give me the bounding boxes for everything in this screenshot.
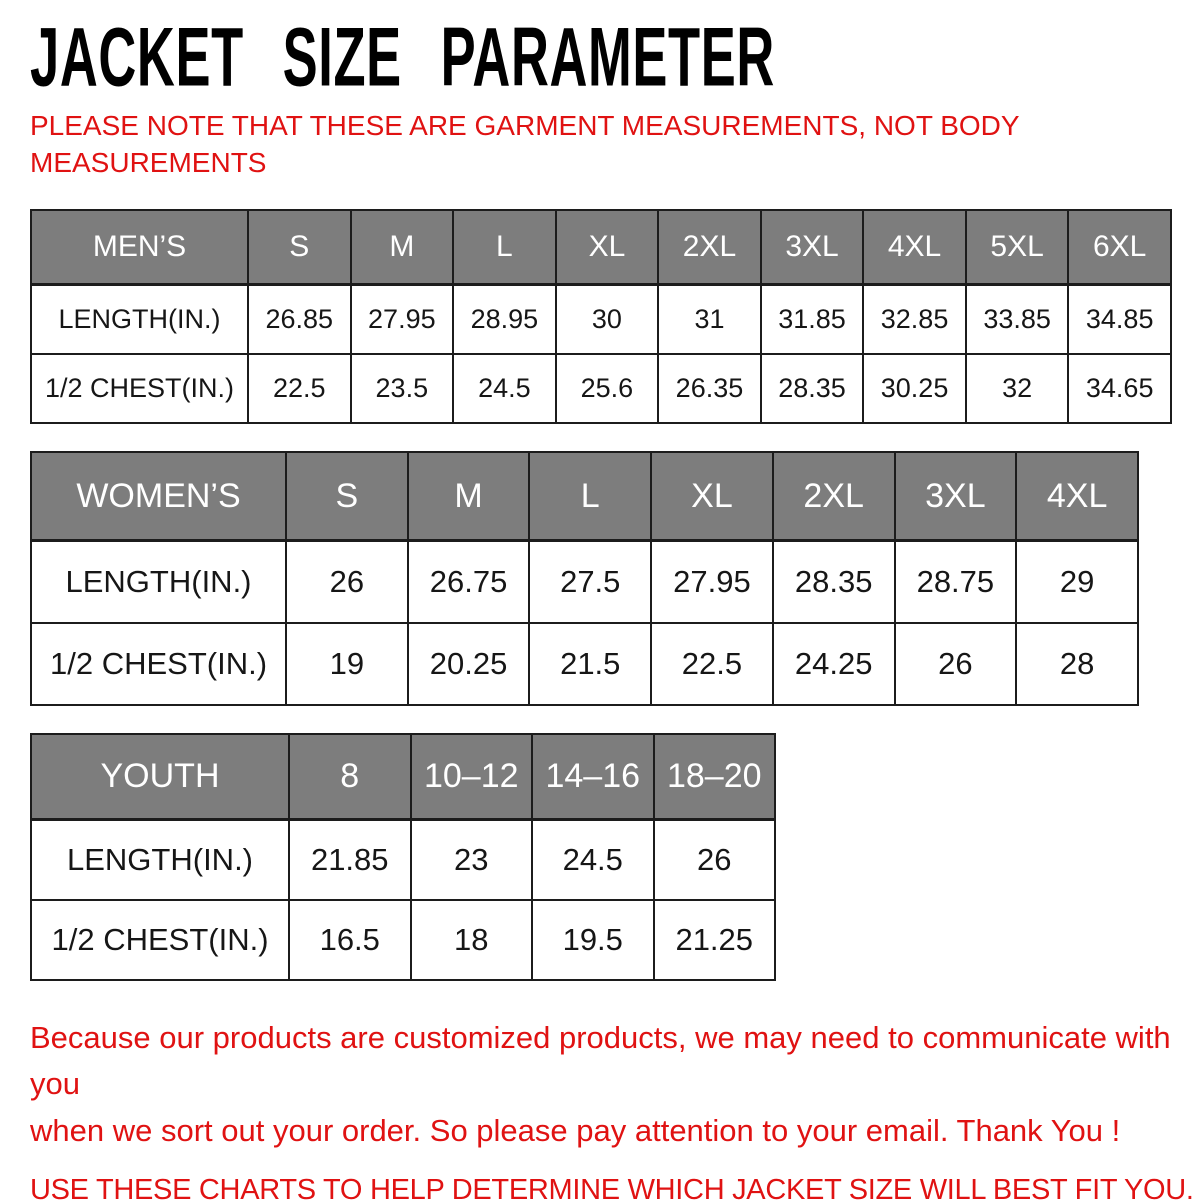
size-value-cell: 30 [556, 285, 659, 354]
size-column-header: L [453, 210, 556, 285]
size-column-header: S [286, 452, 408, 541]
size-value-cell: 19 [286, 623, 408, 705]
womens-chest-row [31, 623, 1138, 705]
size-column-header: M [351, 210, 454, 285]
size-value-cell: 28.35 [773, 541, 895, 623]
size-column-header: XL [556, 210, 659, 285]
size-column-header: M [408, 452, 530, 541]
size-column-header: 4XL [1016, 452, 1138, 541]
size-value-cell: 28.95 [453, 285, 556, 354]
size-value-cell: 29 [1016, 541, 1138, 623]
customization-notice-line-2: when we sort out your order. So please pay attention to your email. Thank You ! [30, 1112, 1121, 1148]
size-value-cell: 31 [658, 285, 761, 354]
size-value-cell: 21.5 [529, 623, 651, 705]
size-column-header: 4XL [863, 210, 966, 285]
size-value-cell: 26 [654, 820, 776, 900]
size-value-cell: 26 [895, 623, 1017, 705]
size-column-header: XL [651, 452, 773, 541]
mens-header-row [31, 210, 1171, 285]
youth-table-title-cell: YOUTH [31, 734, 289, 820]
mens-size-table [30, 209, 1172, 424]
measurement-label: LENGTH(IN.) [31, 820, 289, 900]
size-column-header: 6XL [1068, 210, 1171, 285]
size-value-cell: 22.5 [651, 623, 773, 705]
size-value-cell: 28.75 [895, 541, 1017, 623]
size-column-header: S [248, 210, 351, 285]
womens-table-title-cell: WOMEN’S [31, 452, 286, 541]
measurement-label: 1/2 CHEST(IN.) [31, 900, 289, 980]
womens-size-table [30, 451, 1139, 706]
size-value-cell: 19.5 [532, 900, 654, 980]
youth-length-row [31, 820, 775, 900]
garment-note-line-2: MEASUREMENTS [30, 146, 267, 178]
mens-table-title-cell: MEN’S [31, 210, 248, 285]
youth-size-table [30, 733, 776, 981]
size-value-cell: 24.25 [773, 623, 895, 705]
size-column-header: L [529, 452, 651, 541]
size-value-cell: 25.6 [556, 354, 659, 423]
size-value-cell: 32.85 [863, 285, 966, 354]
page-title [30, 10, 1200, 104]
size-value-cell: 28.35 [761, 354, 864, 423]
size-value-cell: 34.85 [1068, 285, 1171, 354]
fit-guidance-note: USE THESE CHARTS TO HELP DETERMINE WHICH JACKET SIZE WILL BEST FIT YOU. [30, 1174, 1194, 1200]
size-column-header: 3XL [895, 452, 1017, 541]
customization-notice-line-1: Because our products are customized products, we may need to communicate with you [30, 1019, 1171, 1102]
size-value-cell: 32 [966, 354, 1069, 423]
womens-header-row [31, 452, 1138, 541]
measurement-label: LENGTH(IN.) [31, 541, 286, 623]
size-value-cell: 34.65 [1068, 354, 1171, 423]
measurement-label: 1/2 CHEST(IN.) [31, 354, 248, 423]
size-column-header: 2XL [658, 210, 761, 285]
size-value-cell: 26.35 [658, 354, 761, 423]
size-value-cell: 24.5 [453, 354, 556, 423]
size-column-header: 10–12 [411, 734, 533, 820]
size-value-cell: 26 [286, 541, 408, 623]
size-value-cell: 27.95 [351, 285, 454, 354]
size-value-cell: 33.85 [966, 285, 1069, 354]
measurement-label: 1/2 CHEST(IN.) [31, 623, 286, 705]
size-value-cell: 23 [411, 820, 533, 900]
size-value-cell: 20.25 [408, 623, 530, 705]
size-value-cell: 26.85 [248, 285, 351, 354]
size-column-header: 8 [289, 734, 411, 820]
size-column-header: 3XL [761, 210, 864, 285]
mens-length-row [31, 285, 1171, 354]
size-column-header: 5XL [966, 210, 1069, 285]
size-value-cell: 22.5 [248, 354, 351, 423]
page-title-text: JACKET SIZE PARAMETER [30, 10, 775, 104]
size-value-cell: 27.5 [529, 541, 651, 623]
size-column-header: 18–20 [654, 734, 776, 820]
size-value-cell: 21.25 [654, 900, 776, 980]
size-value-cell: 23.5 [351, 354, 454, 423]
size-value-cell: 21.85 [289, 820, 411, 900]
garment-note-line-1: PLEASE NOTE THAT THESE ARE GARMENT MEASUREMENTS, NOT BODY [30, 110, 1020, 141]
size-value-cell: 28 [1016, 623, 1138, 705]
garment-measurement-note [30, 108, 1200, 182]
womens-length-row [31, 541, 1138, 623]
measurement-label: LENGTH(IN.) [31, 285, 248, 354]
size-value-cell: 30.25 [863, 354, 966, 423]
size-column-header: 2XL [773, 452, 895, 541]
customization-notice [30, 1015, 1200, 1155]
size-value-cell: 16.5 [289, 900, 411, 980]
youth-header-row [31, 734, 775, 820]
size-value-cell: 24.5 [532, 820, 654, 900]
size-value-cell: 31.85 [761, 285, 864, 354]
size-value-cell: 27.95 [651, 541, 773, 623]
youth-chest-row [31, 900, 775, 980]
size-value-cell: 26.75 [408, 541, 530, 623]
size-column-header: 14–16 [532, 734, 654, 820]
mens-chest-row [31, 354, 1171, 423]
size-value-cell: 18 [411, 900, 533, 980]
